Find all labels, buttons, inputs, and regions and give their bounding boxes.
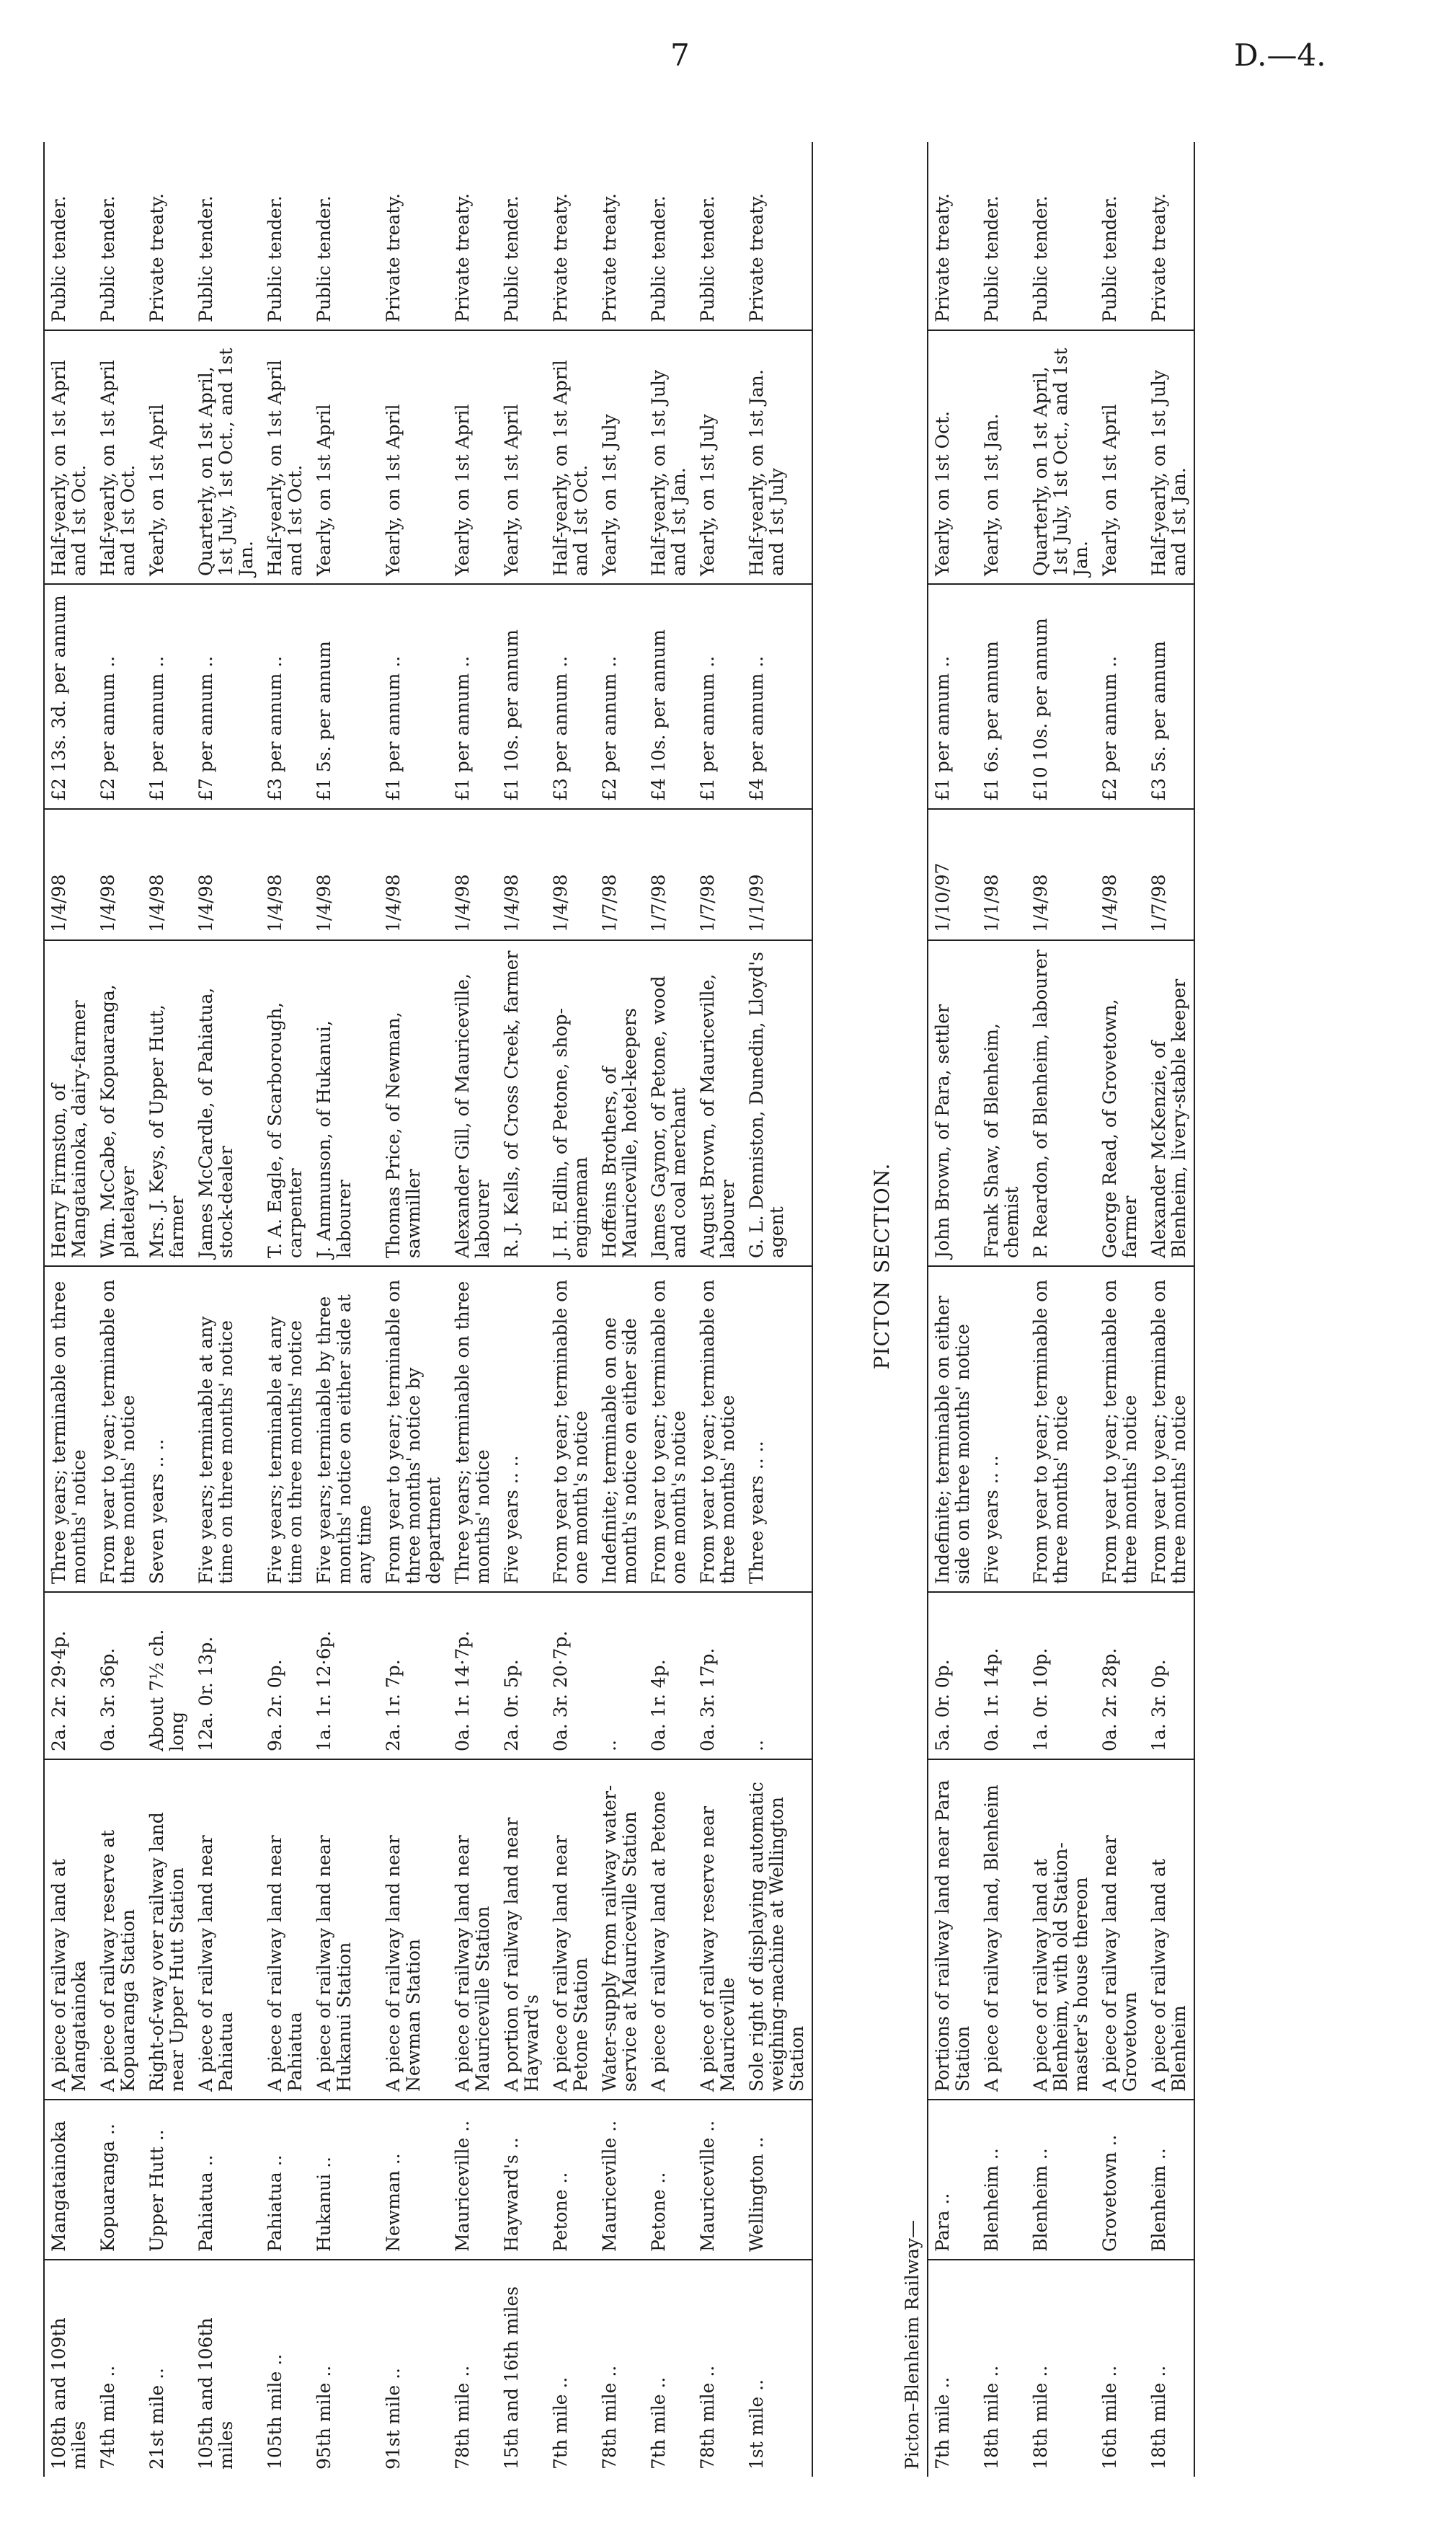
cell-lessee: Alexander McKenzie, of Blenheim, livery-stable keeper xyxy=(1145,940,1194,1266)
cell-term: Indefinite; terminable on either side on three months' notice xyxy=(928,1266,977,1592)
cell-date: 1/4/98 xyxy=(261,809,310,940)
cell-station: Petone .. xyxy=(644,2100,693,2260)
cell-area: 5a. 0r. 0p. xyxy=(928,1592,977,1759)
cell-how: Public tender. xyxy=(44,142,94,330)
cell-description: A piece of railway land, Blenheim xyxy=(977,1759,1026,2100)
cell-area: 2a. 1r. 7p. xyxy=(379,1592,448,1759)
cell-how: Public tender. xyxy=(693,142,742,330)
cell-rent: £3 per annum .. xyxy=(546,584,595,809)
cell-rent: £10 10s. per annum xyxy=(1026,584,1096,809)
cell-station: Mauriceville .. xyxy=(693,2100,742,2260)
cell-area: .. xyxy=(742,1592,812,1759)
table-row xyxy=(94,142,143,2477)
table-row xyxy=(693,142,742,2477)
cell-date: 1/4/98 xyxy=(1026,809,1096,940)
cell-payable: Quarterly, on 1st April, 1st July, 1st Oct., and 1st Jan. xyxy=(192,330,261,584)
cell-how: Public tender. xyxy=(644,142,693,330)
cell-description: Water-supply from railway water-service at Mauriceville Station xyxy=(595,1759,644,2100)
cell-payable: Yearly, on 1st April xyxy=(143,330,192,584)
cell-lessee: Frank Shaw, of Blenheim, chemist xyxy=(977,940,1026,1266)
cell-date: 1/7/98 xyxy=(693,809,742,940)
cell-payable: Half-yearly, on 1st July and 1st Jan. xyxy=(1145,330,1194,584)
cell-rent: £3 per annum .. xyxy=(261,584,310,809)
cell-rent: £2 13s. 3d. per annum xyxy=(44,584,94,809)
cell-rent: £4 10s. per annum xyxy=(644,584,693,809)
cell-mileage: 7th mile .. xyxy=(550,2376,571,2470)
cell-mileage: 18th mile .. xyxy=(981,2365,1002,2470)
cell-lessee: Thomas Price, of Newman, sawmiller xyxy=(379,940,448,1266)
table-row xyxy=(742,142,812,2477)
cell-station: Petone .. xyxy=(546,2100,595,2260)
cell-term: Five years .. .. xyxy=(497,1266,546,1592)
cell-description: A piece of railway land near Newman Station xyxy=(379,1759,448,2100)
cell-term: Three years; terminable on three months' notice xyxy=(448,1266,497,1592)
cell-payable: Half-yearly, on 1st April and 1st Oct. xyxy=(94,330,143,584)
cell-term: From year to year; terminable on three months' notice by department xyxy=(379,1266,448,1592)
cell-mileage: 16th mile .. xyxy=(1099,2365,1120,2470)
cell-lessee: Wm. McCabe, of Kopuaranga, platelayer xyxy=(94,940,143,1266)
cell-payable: Half-yearly, on 1st April and 1st Oct. xyxy=(546,330,595,584)
cell-rent: £1 per annum .. xyxy=(928,584,977,809)
cell-description: Sole right of displaying automatic weighing-machine at Wellington Station xyxy=(742,1759,812,2100)
cell-station: Blenheim .. xyxy=(977,2100,1026,2260)
cell-how: Public tender. xyxy=(977,142,1026,330)
lease-table-body xyxy=(44,142,1194,2477)
cell-how: Private treaty. xyxy=(448,142,497,330)
cell-lessee: J. Ammunson, of Hukanui, labourer xyxy=(310,940,379,1266)
cell-how: Public tender. xyxy=(261,142,310,330)
cell-station: Mauriceville .. xyxy=(448,2100,497,2260)
cell-station: Pahiatua .. xyxy=(261,2100,310,2260)
cell-term: Three years; terminable on three months' notice xyxy=(44,1266,94,1592)
cell-area: 12a. 0r. 13p. xyxy=(192,1592,261,1759)
cell-station: Pahiatua .. xyxy=(192,2100,261,2260)
cell-area: 0a. 1r. 14·7p. xyxy=(448,1592,497,1759)
cell-area: 9a. 2r. 0p. xyxy=(261,1592,310,1759)
cell-payable: Yearly, on 1st July xyxy=(595,330,644,584)
cell-how: Private treaty. xyxy=(595,142,644,330)
cell-rent: £7 per annum .. xyxy=(192,584,261,809)
cell-area: 1a. 1r. 12·6p. xyxy=(310,1592,379,1759)
cell-how: Public tender. xyxy=(1096,142,1145,330)
cell-station: Blenheim .. xyxy=(1026,2100,1096,2260)
cell-rent: £1 5s. per annum xyxy=(310,584,379,809)
cell-mileage: 78th mile .. xyxy=(599,2365,620,2470)
cell-description: Right-of-way over railway land near Upper Hutt Station xyxy=(143,1759,192,2100)
cell-how: Private treaty. xyxy=(546,142,595,330)
cell-mileage: 74th mile .. xyxy=(97,2365,118,2470)
cell-payable: Yearly, on 1st April xyxy=(497,330,546,584)
cell-payable: Half-yearly, on 1st Jan. and 1st July xyxy=(742,330,812,584)
cell-payable: Half-yearly, on 1st July and 1st Jan. xyxy=(644,330,693,584)
cell-rent: £2 per annum .. xyxy=(595,584,644,809)
cell-description: A piece of railway land at Blenheim, with old Station-master's house thereon xyxy=(1026,1759,1096,2100)
cell-station: Mangatainoka xyxy=(44,2100,94,2260)
section-gap xyxy=(812,142,851,2477)
cell-date: 1/7/98 xyxy=(1145,809,1194,940)
table-row xyxy=(1145,142,1194,2477)
table-row xyxy=(310,142,379,2477)
cell-payable: Yearly, on 1st April xyxy=(379,330,448,584)
table-row xyxy=(928,142,977,2477)
cell-date: 1/10/97 xyxy=(928,809,977,940)
cell-rent: £1 per annum .. xyxy=(143,584,192,809)
cell-area: 0a. 2r. 28p. xyxy=(1096,1592,1145,1759)
table-row xyxy=(977,142,1026,2477)
cell-payable: Yearly, on 1st April xyxy=(448,330,497,584)
cell-payable: Yearly, on 1st April xyxy=(1096,330,1145,584)
cell-lessee: John Brown, of Para, settler xyxy=(928,940,977,1266)
cell-term: Three years .. .. xyxy=(742,1266,812,1592)
table-row xyxy=(546,142,595,2477)
cell-lessee: Henry Firmston, of Mangatainoka, dairy-farmer xyxy=(44,940,94,1266)
cell-date: 1/7/98 xyxy=(644,809,693,940)
cell-term: From year to year; terminable on one month's notice xyxy=(644,1266,693,1592)
cell-area: 0a. 3r. 17p. xyxy=(693,1592,742,1759)
cell-description: A piece of railway land near Pahiatua xyxy=(192,1759,261,2100)
cell-area: 1a. 3r. 0p. xyxy=(1145,1592,1194,1759)
cell-description: A piece of railway land near Mauriceville Station xyxy=(448,1759,497,2100)
cell-lessee: Alexander Gill, of Mauriceville, labourer xyxy=(448,940,497,1266)
table-row xyxy=(192,142,261,2477)
table-row xyxy=(44,142,94,2477)
cell-rent: £4 per annum .. xyxy=(742,584,812,809)
cell-lessee: Mrs. J. Keys, of Upper Hutt, farmer xyxy=(143,940,192,1266)
cell-term: From year to year; terminable on three months' notice xyxy=(94,1266,143,1592)
cell-term: Five years .. .. xyxy=(977,1266,1026,1592)
cell-term: Seven years .. .. xyxy=(143,1266,192,1592)
cell-payable: Yearly, on 1st April xyxy=(310,330,379,584)
cell-description: A piece of railway land near Hukanui Station xyxy=(310,1759,379,2100)
cell-lessee: James Gaynor, of Petone, wood and coal merchant xyxy=(644,940,693,1266)
cell-lessee: G. L. Denniston, Dunedin, Lloyd's agent xyxy=(742,940,812,1266)
cell-lessee: J. H. Edlin, of Petone, shop-engineman xyxy=(546,940,595,1266)
cell-description: A piece of railway reserve near Mauriceville xyxy=(693,1759,742,2100)
table-row xyxy=(143,142,192,2477)
cell-date: 1/4/98 xyxy=(143,809,192,940)
cell-description: A piece of railway land at Mangatainoka xyxy=(44,1759,94,2100)
cell-mileage: 18th mile .. xyxy=(1030,2365,1051,2470)
cell-mileage: 21st mile .. xyxy=(146,2368,167,2470)
cell-payable: Half-yearly, on 1st April and 1st Oct. xyxy=(44,330,94,584)
cell-description: A piece of railway land near Grovetown xyxy=(1096,1759,1145,2100)
table-row xyxy=(261,142,310,2477)
section-title: PICTON SECTION. xyxy=(870,1162,894,1370)
cell-date: 1/7/98 xyxy=(595,809,644,940)
cell-how: Public tender. xyxy=(497,142,546,330)
cell-how: Public tender. xyxy=(310,142,379,330)
cell-mileage: 105th and 106th miles xyxy=(195,2317,236,2470)
cell-rent: £3 5s. per annum xyxy=(1145,584,1194,809)
cell-mileage: 15th and 16th miles xyxy=(501,2286,522,2470)
cell-station: Upper Hutt .. xyxy=(143,2100,192,2260)
cell-area: 2a. 0r. 5p. xyxy=(497,1592,546,1759)
cell-mileage: 78th mile .. xyxy=(452,2365,473,2470)
cell-date: 1/4/98 xyxy=(1096,809,1145,940)
cell-area: 0a. 3r. 20·7p. xyxy=(546,1592,595,1759)
cell-term: From year to year; terminable on three months' notice xyxy=(693,1266,742,1592)
table-row xyxy=(1026,142,1096,2477)
cell-date: 1/1/98 xyxy=(977,809,1026,940)
cell-date: 1/4/98 xyxy=(379,809,448,940)
cell-rent: £1 per annum .. xyxy=(448,584,497,809)
cell-lessee: James McCardle, of Pahiatua, stock-dealer xyxy=(192,940,261,1266)
cell-payable: Quarterly, on 1st April, 1st July, 1st Oct., and 1st Jan. xyxy=(1026,330,1096,584)
cell-term: From year to year; terminable on one month's notice xyxy=(546,1266,595,1592)
cell-station: Hayward's .. xyxy=(497,2100,546,2260)
cell-payable: Yearly, on 1st Jan. xyxy=(977,330,1026,584)
cell-lessee: Hoffeins Brothers, of Mauriceville, hotel-keepers xyxy=(595,940,644,1266)
cell-how: Public tender. xyxy=(1026,142,1096,330)
cell-lessee: R. J. Kells, of Cross Creek, farmer xyxy=(497,940,546,1266)
cell-description: A piece of railway land near Petone Station xyxy=(546,1759,595,2100)
cell-rent: £1 per annum .. xyxy=(693,584,742,809)
cell-lessee: T. A. Eagle, of Scarborough, carpenter xyxy=(261,940,310,1266)
cell-area: 0a. 3r. 36p. xyxy=(94,1592,143,1759)
cell-station: Grovetown .. xyxy=(1096,2100,1145,2260)
cell-description: A portion of railway land near Hayward's xyxy=(497,1759,546,2100)
table-row xyxy=(595,142,644,2477)
cell-area: 0a. 1r. 4p. xyxy=(644,1592,693,1759)
cell-area: About 7½ ch. long xyxy=(143,1592,192,1759)
table-row xyxy=(1096,142,1145,2477)
cell-station: Wellington .. xyxy=(742,2100,812,2260)
cell-date: 1/1/99 xyxy=(742,809,812,940)
cell-mileage: 78th mile .. xyxy=(697,2365,718,2470)
cell-payable: Yearly, on 1st July xyxy=(693,330,742,584)
cell-mileage: 91st mile .. xyxy=(383,2368,404,2470)
cell-how: Public tender. xyxy=(192,142,261,330)
cell-station: Kopuaranga .. xyxy=(94,2100,143,2260)
cell-term: From year to year; terminable on three months' notice xyxy=(1096,1266,1145,1592)
cell-date: 1/4/98 xyxy=(546,809,595,940)
railway-label: Picton–Blenheim Railway— xyxy=(902,2219,923,2470)
cell-description: Portions of railway land near Para Station xyxy=(928,1759,977,2100)
cell-area: 0a. 1r. 14p. xyxy=(977,1592,1026,1759)
cell-date: 1/4/98 xyxy=(310,809,379,940)
cell-station: Blenheim .. xyxy=(1145,2100,1194,2260)
cell-how: Private treaty. xyxy=(742,142,812,330)
cell-station: Newman .. xyxy=(379,2100,448,2260)
cell-lessee: George Read, of Grovetown, farmer xyxy=(1096,940,1145,1266)
cell-description: A piece of railway land near Pahiatua xyxy=(261,1759,310,2100)
cell-station: Para .. xyxy=(928,2100,977,2260)
cell-payable: Half-yearly, on 1st April and 1st Oct. xyxy=(261,330,310,584)
table-row xyxy=(497,142,546,2477)
cell-how: Private treaty. xyxy=(143,142,192,330)
cell-date: 1/4/98 xyxy=(497,809,546,940)
railway-header-row xyxy=(900,142,928,2477)
cell-area: 1a. 0r. 10p. xyxy=(1026,1592,1096,1759)
document-reference: D.—4. xyxy=(1234,37,1326,73)
cell-rent: £1 per annum .. xyxy=(379,584,448,809)
lease-table xyxy=(43,142,1195,2477)
cell-term: Five years; terminable by three months' notice on either side at any time xyxy=(310,1266,379,1592)
cell-payable: Yearly, on 1st Oct. xyxy=(928,330,977,584)
cell-mileage: 7th mile .. xyxy=(648,2376,669,2470)
cell-date: 1/4/98 xyxy=(94,809,143,940)
cell-rent: £1 10s. per annum xyxy=(497,584,546,809)
cell-lessee: August Brown, of Mauriceville, labourer xyxy=(693,940,742,1266)
cell-term: Five years; terminable at any time on three months' notice xyxy=(192,1266,261,1592)
cell-date: 1/4/98 xyxy=(448,809,497,940)
table-row xyxy=(379,142,448,2477)
cell-mileage: 105th mile .. xyxy=(265,2353,285,2470)
cell-area: 2a. 2r. 29·4p. xyxy=(44,1592,94,1759)
cell-how: Private treaty. xyxy=(379,142,448,330)
cell-area: .. xyxy=(595,1592,644,1759)
cell-mileage: 108th and 109th miles xyxy=(44,2260,94,2477)
cell-mileage: 18th mile .. xyxy=(1145,2260,1194,2477)
cell-term: From year to year; terminable on three months' notice xyxy=(1145,1266,1194,1592)
cell-rent: £1 6s. per annum xyxy=(977,584,1026,809)
cell-lessee: P. Reardon, of Blenheim, labourer xyxy=(1026,940,1096,1266)
page-number: 7 xyxy=(670,37,690,73)
cell-description: A piece of railway reserve at Kopuaranga Station xyxy=(94,1759,143,2100)
cell-station: Hukanui .. xyxy=(310,2100,379,2260)
cell-description: A piece of railway land at Petone xyxy=(644,1759,693,2100)
cell-mileage: 7th mile .. xyxy=(928,2260,977,2477)
cell-term: Indefinite; terminable on one month's notice on either side xyxy=(595,1266,644,1592)
cell-date: 1/4/98 xyxy=(44,809,94,940)
cell-rent: £2 per annum .. xyxy=(1096,584,1145,809)
cell-mileage: 1st mile .. xyxy=(742,2260,812,2477)
cell-how: Private treaty. xyxy=(1145,142,1194,330)
cell-mileage: 95th mile .. xyxy=(314,2365,334,2470)
rotated-lease-table xyxy=(43,105,1341,2477)
cell-how: Private treaty. xyxy=(928,142,977,330)
cell-description: A piece of railway land at Blenheim xyxy=(1145,1759,1194,2100)
cell-station: Mauriceville .. xyxy=(595,2100,644,2260)
section-title-row xyxy=(851,142,900,2477)
cell-how: Public tender. xyxy=(94,142,143,330)
table-row xyxy=(644,142,693,2477)
cell-term: From year to year; terminable on three months' notice xyxy=(1026,1266,1096,1592)
cell-date: 1/4/98 xyxy=(192,809,261,940)
table-row xyxy=(448,142,497,2477)
cell-rent: £2 per annum .. xyxy=(94,584,143,809)
cell-term: Five years; terminable at any time on three months' notice xyxy=(261,1266,310,1592)
